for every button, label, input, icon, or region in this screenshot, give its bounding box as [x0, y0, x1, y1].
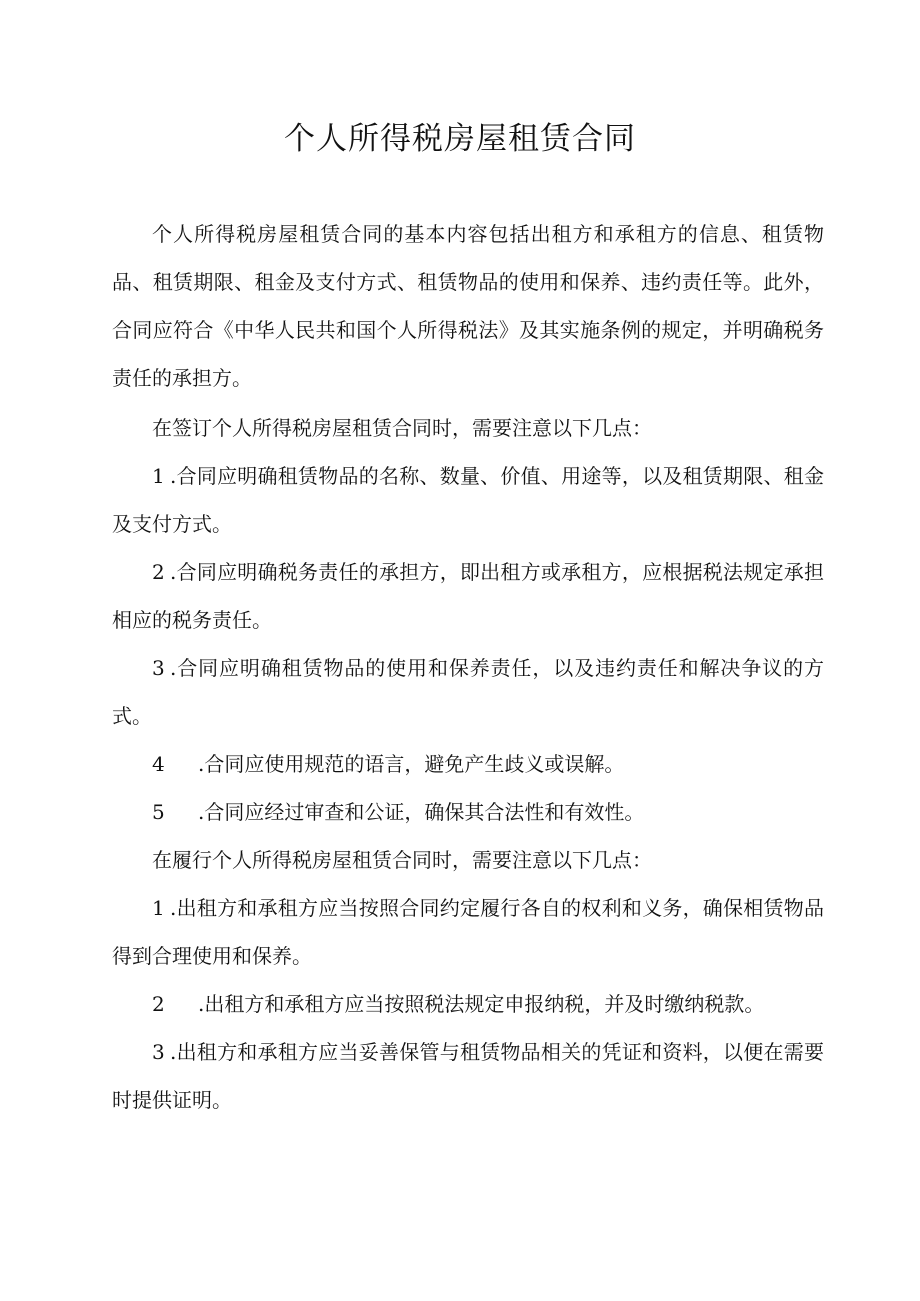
item-text: .合同应明确税务责任的承担方，即出租方或承租方，应根据税法规定承担相应的税务责任。	[112, 560, 824, 632]
item-number: 1	[152, 464, 165, 488]
item-text: .出租方和承租方应当按照合同约定履行各自的权利和义务，确保相赁物品得到合理使用和保养。	[112, 896, 824, 968]
signing-item-3	[112, 644, 824, 740]
signing-item-2	[112, 548, 824, 644]
item-number: 4	[152, 752, 165, 776]
performing-item-1	[112, 884, 824, 980]
item-number: 2	[152, 560, 165, 584]
item-text: .合同应经过审查和公证，确保其合法性和有效性。	[198, 800, 645, 824]
signing-item-4	[112, 740, 824, 788]
signing-intro-paragraph: 在签订个人所得税房屋租赁合同时，需要注意以下几点：	[152, 416, 652, 440]
intro-paragraph: 个人所得税房屋租赁合同的基本内容包括出租方和承租方的信息、租赁物品、租赁期限、租金及支付方式、租赁物品的使用和保养、违约责任等。此外，合同应符合《中华人民共和国个人所得税法》及其实施条例的规定，并明确税务责任的承担方。	[112, 222, 824, 390]
item-number: 1	[152, 896, 165, 920]
performing-item-2	[112, 980, 824, 1028]
item-text: .合同应明确租赁物品的名称、数量、价值、用途等，以及租赁期限、租金及支付方式。	[112, 464, 824, 536]
item-number: 2	[152, 992, 165, 1016]
item-text: .出租方和承租方应当按照税法规定申报纳税，并及时缴纳税款。	[198, 992, 765, 1016]
item-number: 3	[152, 1040, 165, 1064]
item-number: 5	[152, 800, 165, 824]
document-title: 个人所得税房屋租赁合同	[284, 121, 636, 157]
item-text: .合同应明确租赁物品的使用和保养责任，以及违约责任和解决争议的方式。	[112, 656, 824, 728]
signing-item-5	[112, 788, 824, 836]
item-number: 3	[152, 656, 165, 680]
performing-item-3	[112, 1028, 824, 1124]
signing-item-1	[112, 452, 824, 548]
performing-intro-paragraph: 在履行个人所得税房屋租赁合同时，需要注意以下几点：	[152, 848, 652, 872]
item-text: .出租方和承租方应当妥善保管与租赁物品相关的凭证和资料，以便在需要时提供证明。	[112, 1040, 824, 1112]
item-text: .合同应使用规范的语言，避免产生歧义或误解。	[198, 752, 625, 776]
document-body	[112, 210, 824, 1124]
